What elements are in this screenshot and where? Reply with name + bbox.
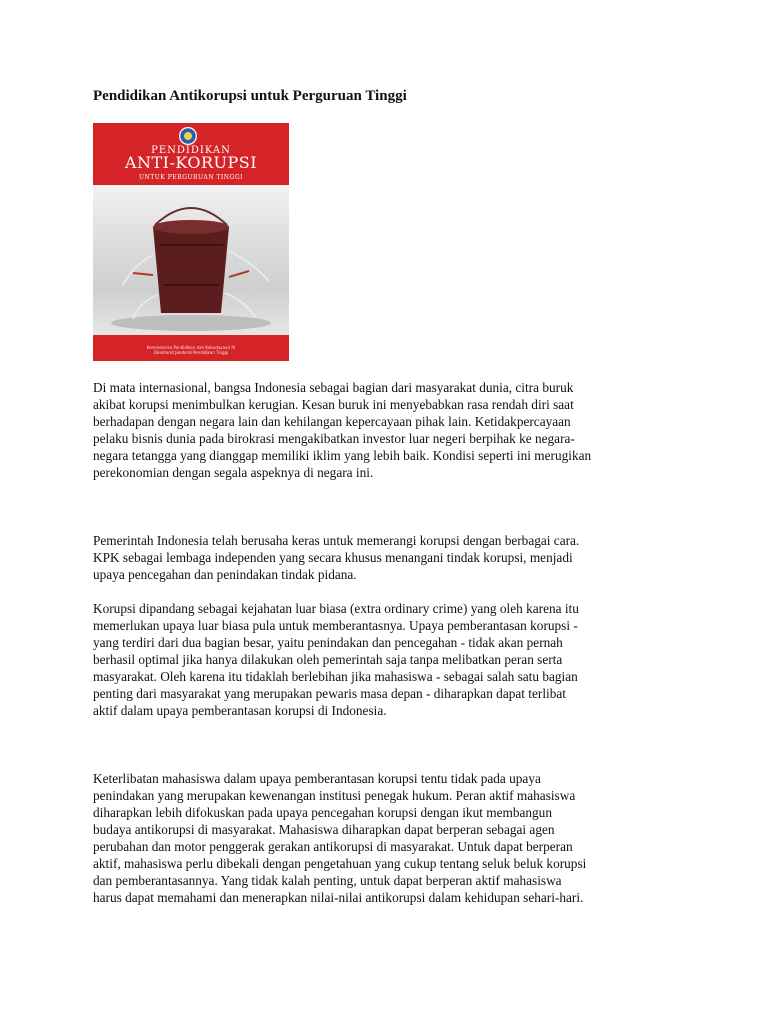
document-title: Pendidikan Antikorupsi untuk Perguruan Tinggi [93,88,407,104]
cover-footer-line2: Direktorat Jenderal Pendidikan Tinggi [153,350,229,355]
text-line: budaya antikorupsi di masyarakat. Mahasiswa diharapkan dapat berperan sebagai agen [93,822,555,837]
book-cover-image [93,123,289,361]
cover-title-line1: PENDIDIKAN [151,145,231,156]
text-line: KPK sebagai lembaga independen yang secara khusus menangani tindak korupsi, menjadi [93,550,573,565]
text-line: dan pemberantasannya. Yang tidak kalah penting, untuk dapat berperan aktif mahasiswa [93,873,562,888]
text-line: aktif, mahasiswa perlu dibekali dengan pengetahuan yang cukup tentang seluk beluk korupsi [93,856,587,871]
text-line: harus dapat memahami dan menerapkan nilai-nilai antikorupsi dalam kehidupan sehari-hari. [93,890,584,905]
paragraph-4 [93,770,693,906]
text-line: yang terdiri dari dua bagian besar, yaitu penindakan dan pencegahan - tidak akan pernah [93,635,563,650]
text-line: penindakan yang merupakan kewenangan institusi penegak hukum. Peran aktif mahasiswa [93,788,576,803]
text-line: penting dari masyarakat yang merupakan pewaris masa depan - diharapkan dapat terlibat [93,686,566,701]
cover-subtitle: UNTUK PERGURUAN TINGGI [139,174,243,181]
text-line: aktif dalam upaya pemberantasan korupsi di Indonesia. [93,703,387,718]
text-line: masyarakat. Oleh karena itu tidaklah berlebihan jika mahasiswa - sebagai salah satu bagian [93,669,578,684]
text-line: Pemerintah Indonesia telah berusaha keras untuk memerangi korupsi dengan berbagai cara. [93,533,580,548]
text-line: perekonomian dengan segala aspeknya di negara ini. [93,465,374,480]
ministry-emblem-icon [179,127,197,145]
text-line: Keterlibatan mahasiswa dalam upaya pemberantasan korupsi tentu tidak pada upaya [93,771,541,786]
text-line: negara tetangga yang dianggap memiliki iklim yang lebih baik. Kondisi seperti ini merugikan [93,448,592,463]
cover-footer [93,345,289,355]
document-page [93,86,693,906]
text-line: Di mata internasional, bangsa Indonesia sebagai bagian dari masyarakat dunia, citra buruk [93,380,574,395]
paragraph-2 [93,532,693,583]
text-line: memerlukan upaya luar biasa pula untuk memberantasnya. Upaya pemberantasan korupsi - [93,618,578,633]
text-line: berhasil optimal jika hanya dilakukan oleh pemerintah saja tanpa melibatkan peran serta [93,652,563,667]
paragraph-1 [93,379,693,481]
paragraph-3 [93,600,693,719]
text-line: perubahan dan motor penggerak gerakan antikorupsi di masyarakat. Untuk dapat berperan [93,839,573,854]
text-line: pelaku bisnis dunia pada birokrasi mengakibatkan investor luar negeri berpihak ke negara- [93,431,575,446]
text-line: upaya pencegahan dan penindakan tindak pidana. [93,567,357,582]
text-line: akibat korupsi menimbulkan kerugian. Kesan buruk ini menyebabkan rasa rendah diri saat [93,397,574,412]
text-line: Korupsi dipandang sebagai kejahatan luar biasa (extra ordinary crime) yang oleh karena itu [93,601,579,616]
text-line: berhadapan dengan negara lain dan kehilangan kepercayaan pihak lain. Ketidakpercayaan [93,414,571,429]
text-line: diharapkan lebih difokuskan pada upaya pencegahan korupsi dengan ikut membangun [93,805,552,820]
cover-title-line2: ANTI-KORUPSI [124,153,258,172]
cover-footer-line1: Kementerian Pendidikan dan Kebudayaan RI [146,345,236,350]
leaking-bucket-illustration [93,185,289,335]
